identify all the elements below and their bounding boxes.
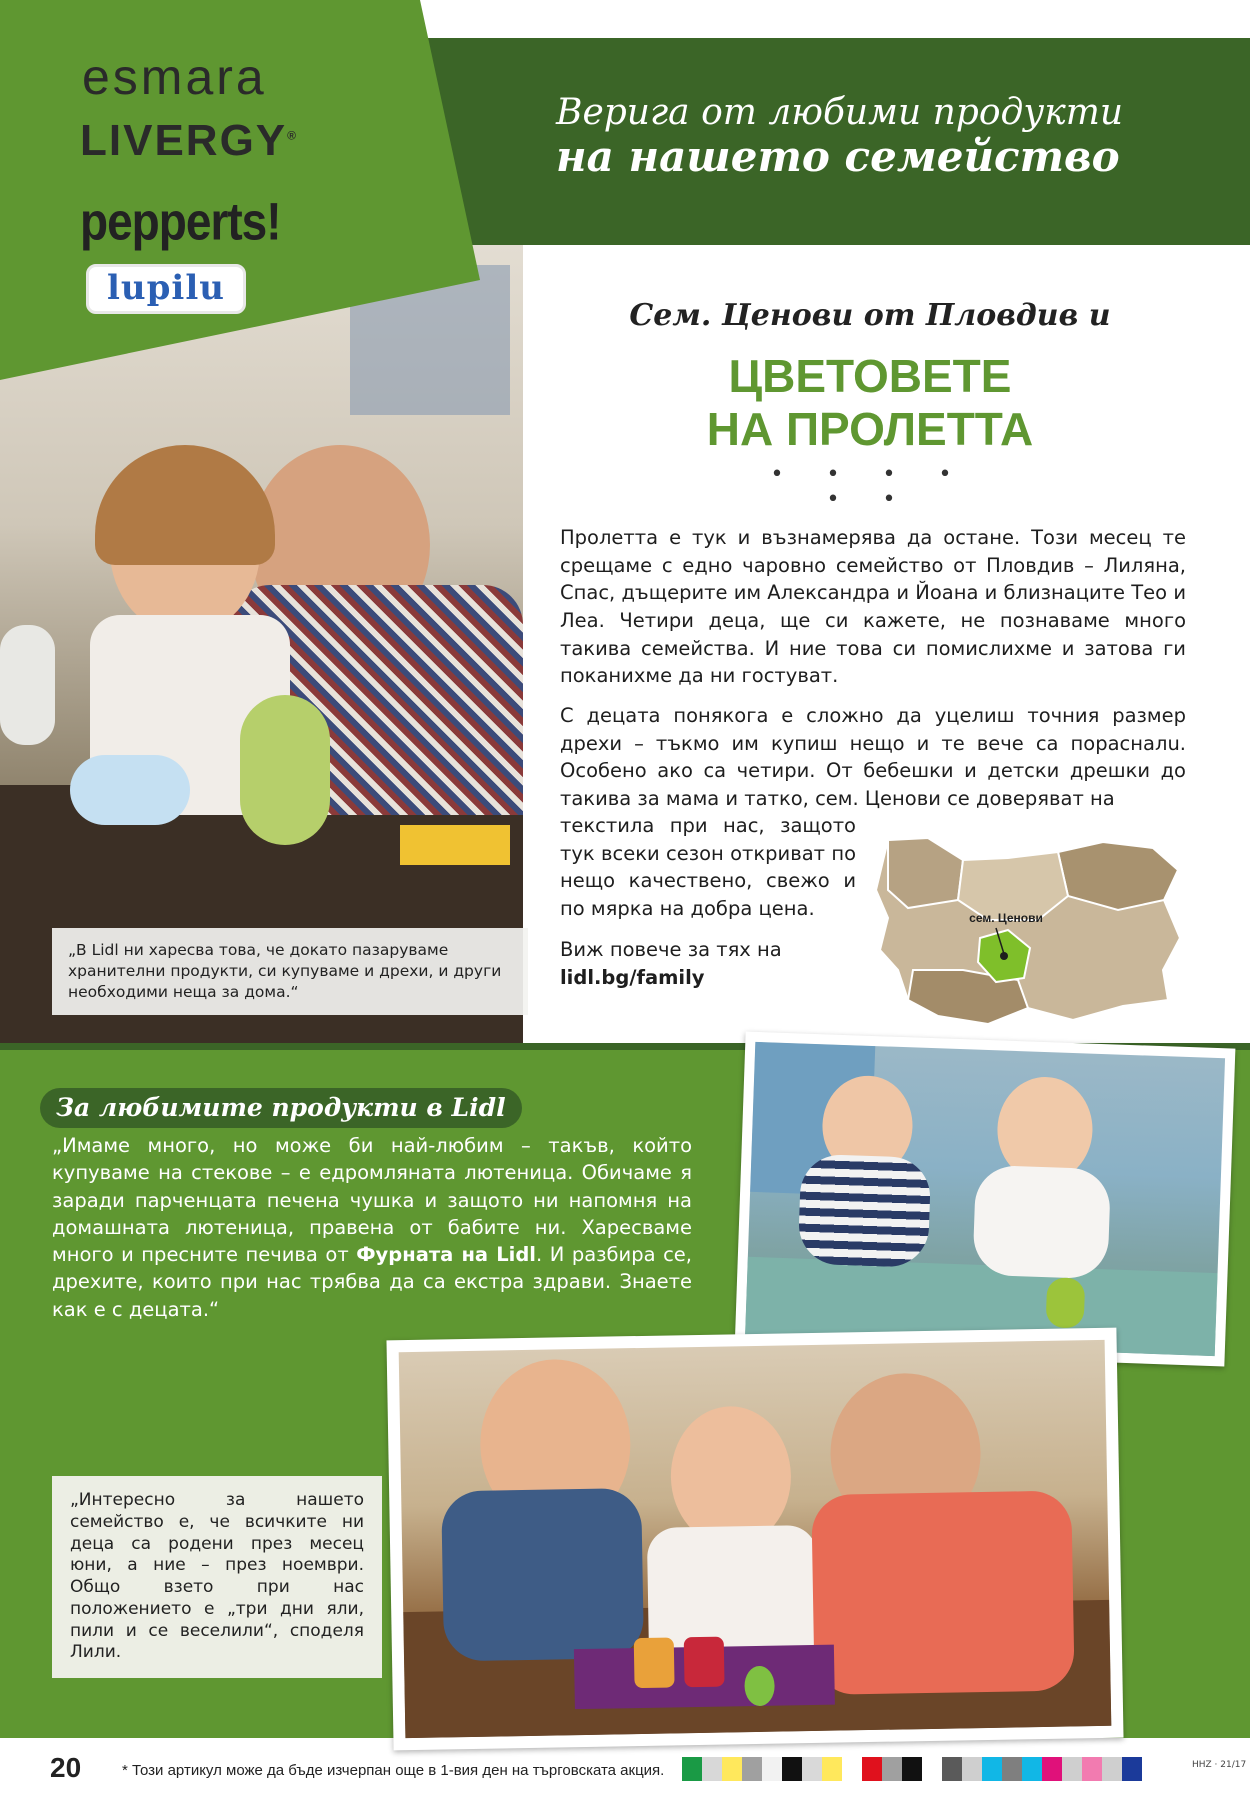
color-swatch: [722, 1757, 742, 1781]
photo-twins: [735, 1032, 1236, 1367]
footnote: * Този артикул може да бъде изчерпан още в 1-вия ден на търговската акция.: [122, 1762, 665, 1779]
color-swatch: [1102, 1757, 1122, 1781]
article-title-line2: НА ПРОЛЕТТА: [706, 402, 1034, 455]
color-swatch: [862, 1757, 882, 1781]
bulgaria-map: [868, 830, 1188, 1030]
color-swatch: [942, 1757, 962, 1781]
article-title: [600, 350, 1140, 456]
color-swatch: [902, 1757, 922, 1781]
color-swatch: [802, 1757, 822, 1781]
caption-top-quote: „В Lidl ни харесва това, че докато пазаруваме хранителни продукти, си купуваме и дрехи, и други необходими неща за дома.“: [52, 928, 528, 1015]
photo-twins-image: [745, 1042, 1225, 1356]
map-label: сем. Ценови: [969, 911, 1043, 925]
color-swatch: [962, 1757, 982, 1781]
dye-jar-orange: [634, 1637, 675, 1688]
page-title-line1: Верига от любими продукти: [556, 92, 1124, 133]
caption-bottom-quote: „Интересно за нашето семейство е, че всичките ни деца са родени през месец юни, а ние – през ноември. Общо взето при нас положението е „три дни яли, пили и се веселили“, споделя Лили.: [52, 1476, 382, 1678]
color-swatch: [682, 1757, 702, 1781]
color-swatch: [762, 1757, 782, 1781]
yellow-paper: [400, 825, 510, 865]
brand-logo-livergy: LIVERGY®: [80, 116, 298, 165]
separator-dots: • • • • • •: [770, 462, 970, 512]
article-paragraph-1: Пролетта е тук и възнамерява да остане. Този месец те срещаме с едно чаровно семейство от Пловдив – Лиляна, Спас, дъщерите им Александра и Йоана и близнаците Тео и Леа. Четири деца, ще си кажете, не познаваме много такива семейства. И ние това си помислихме и затова ги поканихме да ни гостуват.: [560, 526, 1186, 688]
dye-jar-red: [684, 1637, 725, 1688]
bakery-name: Фурната на Lidl: [356, 1243, 536, 1267]
photo-mother-daughters: [386, 1328, 1123, 1751]
article-title-line1: ЦВЕТОВЕТЕ: [728, 350, 1012, 402]
color-swatch: [822, 1757, 842, 1781]
page-title-line2: на нашето семейство: [556, 132, 1120, 182]
toy-bunny: [1046, 1277, 1086, 1328]
white-bunny: [0, 625, 55, 745]
color-swatch: [1022, 1757, 1042, 1781]
baby-2-white-outfit: [972, 1165, 1111, 1280]
brand-logo-pepperts: pepperts!: [80, 191, 281, 251]
article-kicker: Сем. Ценови от Пловдив и: [629, 298, 1111, 333]
color-swatch: [702, 1757, 722, 1781]
see-more: [560, 936, 890, 991]
baby-1-striped-outfit: [798, 1154, 932, 1268]
color-swatch: [1122, 1757, 1142, 1781]
map-region-north-west: [888, 838, 963, 908]
color-swatch: [882, 1757, 902, 1781]
see-more-text: Виж повече за тях на: [560, 938, 782, 961]
favorite-products-quote: „Имаме много, но може би най-любим – такъв, който купуваме на стекове – е едромляната лютеница. Обичаме я заради парченцата печена чушка и защото ни напомня на домашната лютеница, правена от бабите ни. Харесваме много и пресните печива от Фурната на Lidl. И разбира се, дрехите, които при нас трябва да са екстра здрави. Знаете как е с децата.“: [52, 1134, 693, 1321]
girl-hair: [95, 445, 275, 565]
easter-egg-blue: [70, 755, 190, 825]
color-swatch: [842, 1757, 862, 1781]
color-swatch: [1002, 1757, 1022, 1781]
photo-father-daughter: [0, 245, 523, 1043]
brand-logo-lupilu: lupilu: [86, 264, 246, 314]
print-code: HHZ · 21/17: [1192, 1760, 1247, 1770]
article-paragraph-3: текстила при нас, защото тук всеки сезон откриват по нещо качествено, свежо и по мярка на добра цена.: [560, 814, 856, 921]
teen-girl-overalls: [441, 1488, 644, 1661]
color-swatch: [982, 1757, 1002, 1781]
color-swatch: [782, 1757, 802, 1781]
article-paragraph-2: С децата понякога е сложно да уцелиш точния размер дрехи – тъкмо им купиш нещо и те вече са порасналu. Особено ако са четири. От бебешки и детски дрешки до такива за мама и татко, сем. Ценови се доверяват на: [560, 704, 1186, 811]
green-bunny: [240, 695, 330, 845]
color-swatch: [1062, 1757, 1082, 1781]
mother-coral-top: [811, 1490, 1074, 1695]
map-region-center: [958, 852, 1068, 920]
page-title: [556, 92, 1236, 182]
color-swatch: [922, 1757, 942, 1781]
color-swatch: [1082, 1757, 1102, 1781]
page-number: 20: [50, 1752, 82, 1783]
color-swatch: [1042, 1757, 1062, 1781]
color-swatch: [742, 1757, 762, 1781]
section-heading: За любимите продукти в Lidl: [40, 1088, 522, 1128]
green-egg: [744, 1666, 775, 1707]
family-link[interactable]: lidl.bg/family: [560, 965, 705, 989]
brand-logo-esmara: esmara: [82, 49, 267, 105]
photo-mother-daughters-image: [399, 1340, 1112, 1738]
print-color-bar: [682, 1757, 1142, 1781]
